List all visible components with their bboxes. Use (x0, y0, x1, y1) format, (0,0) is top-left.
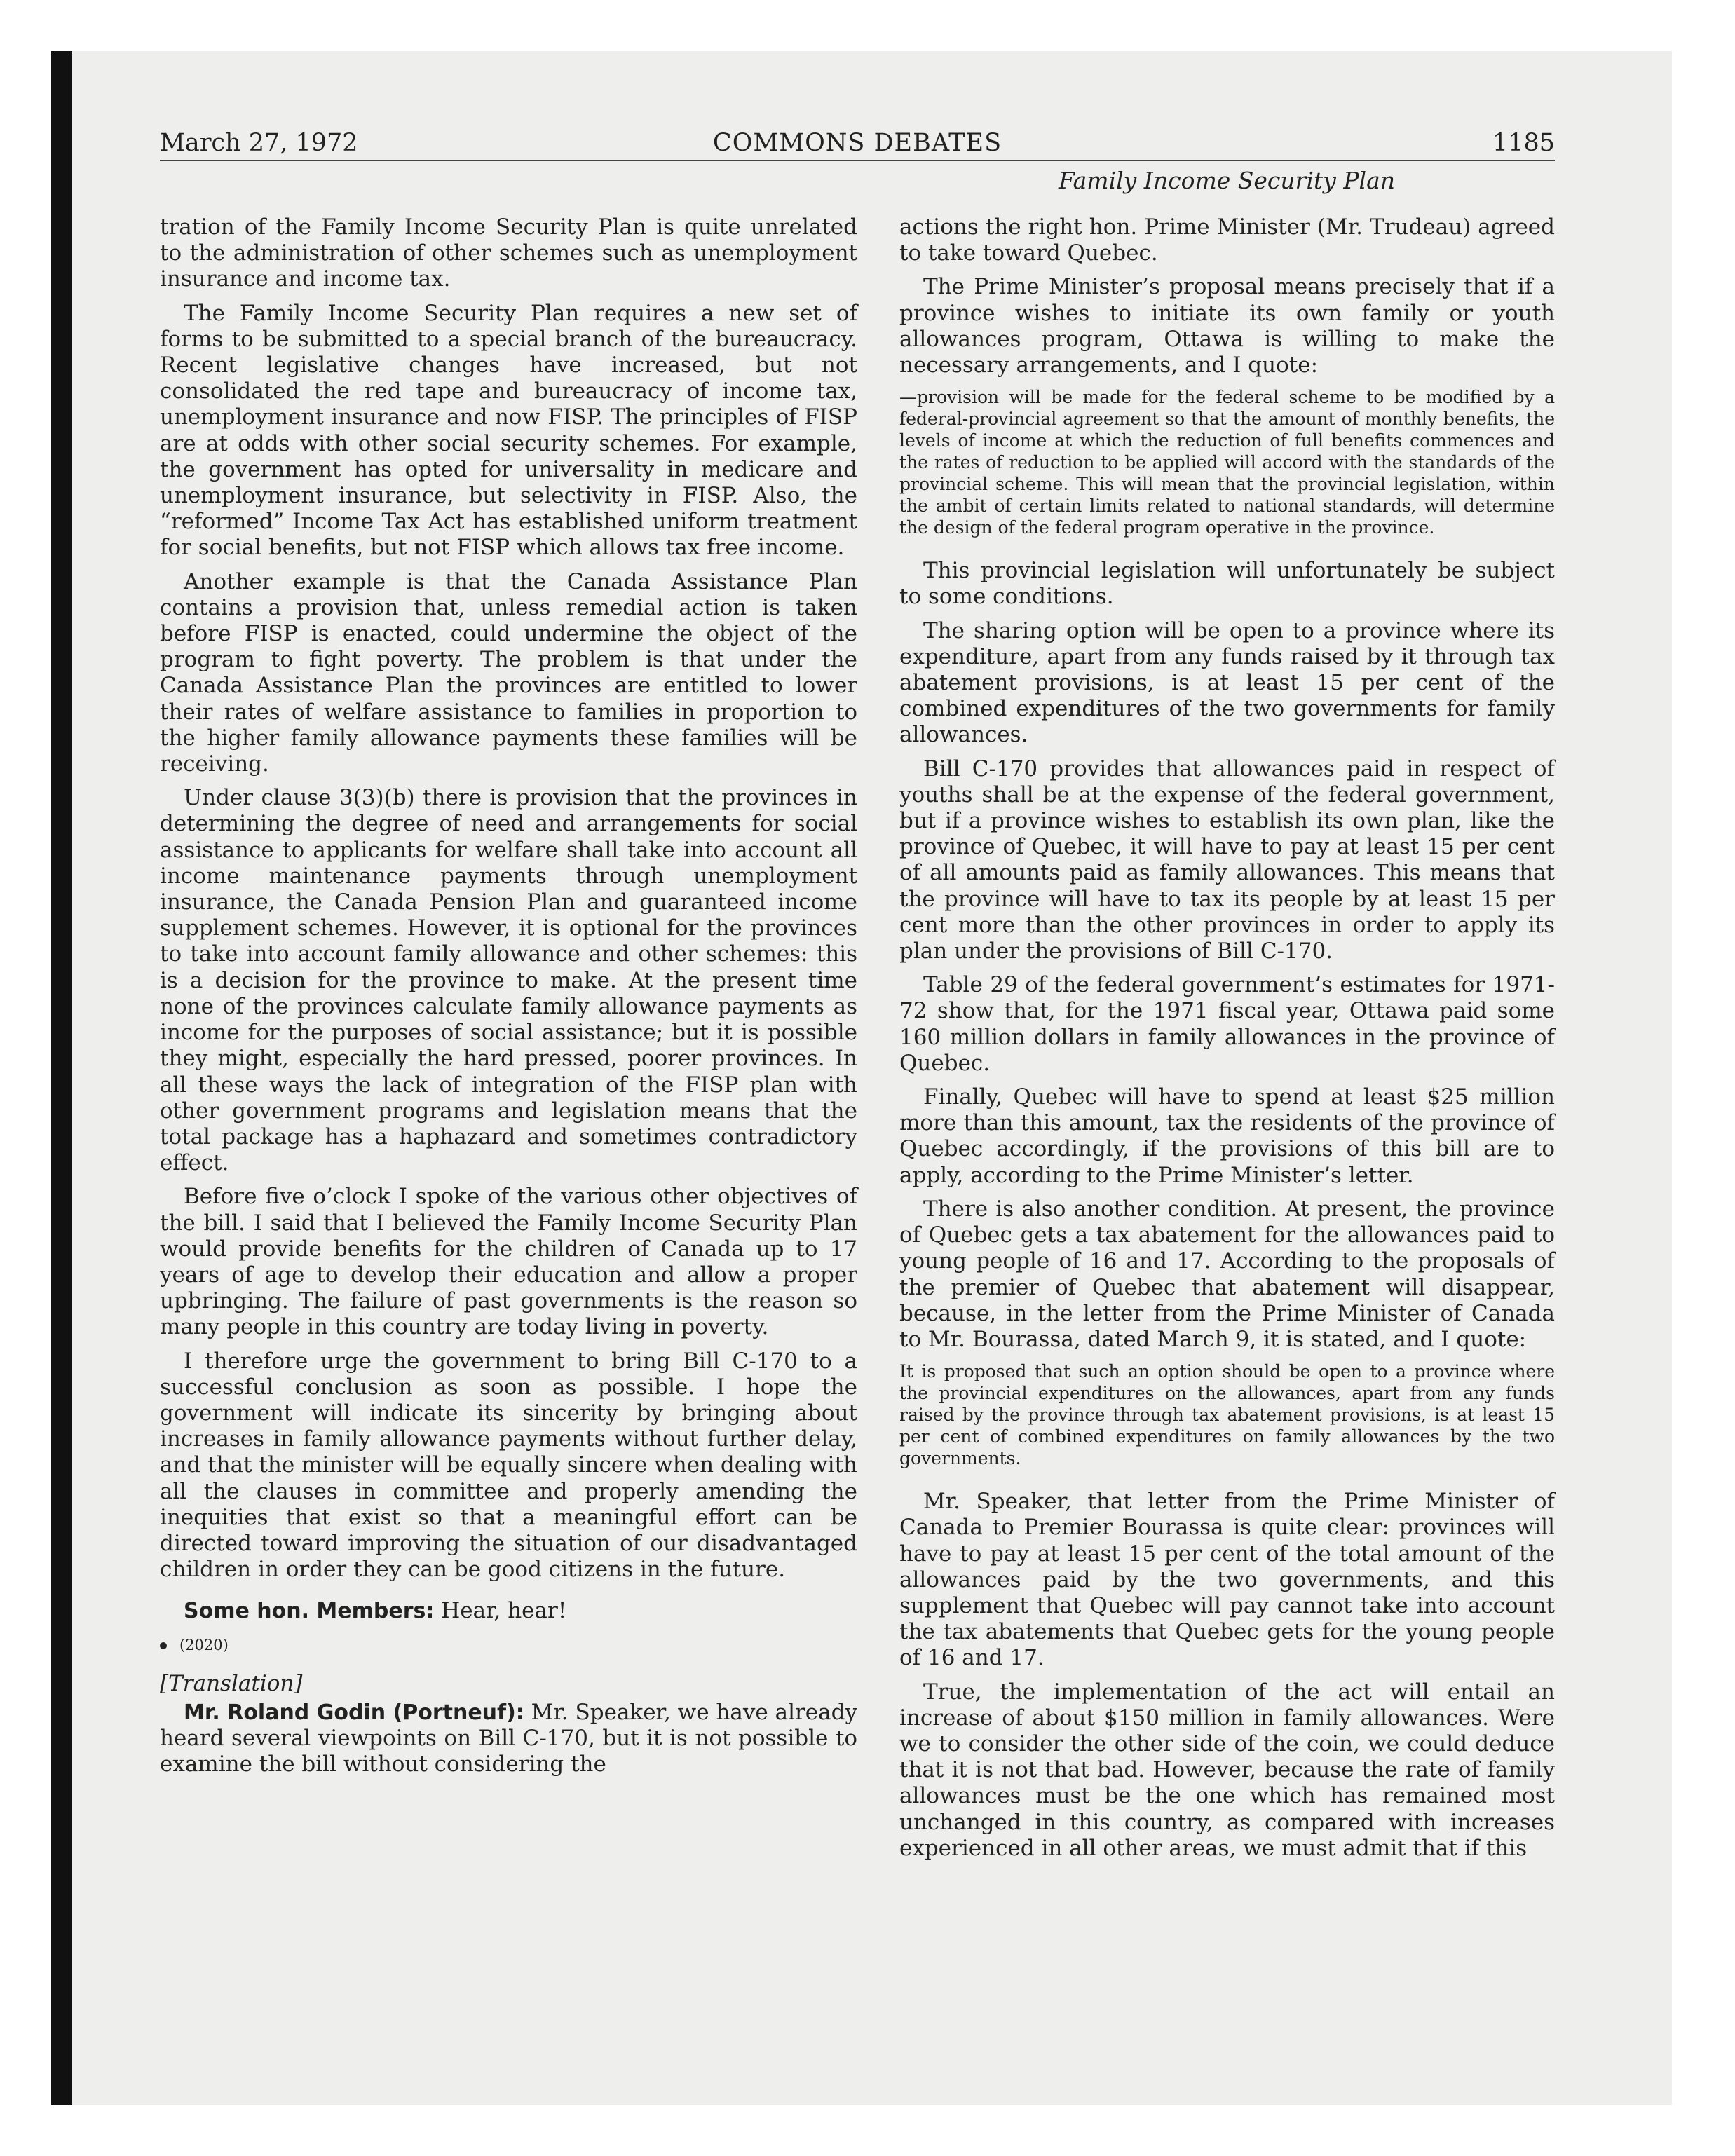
paragraph: Before five o’clock I spoke of the various other objectives of the bill. I said that I believed the Family Income Security Plan would provide benefits for the children of Canada up to 17 years of age to develop their education and allow a proper upbringing. The failure of past governments is the reason so many people in this country are today living in poverty. (160, 1184, 857, 1340)
paragraph: True, the implementation of the act will entail an increase of about $150 million in family allowances. Were we to consider the other side of the coin, we could deduce that it is not that bad. However, because the rate of family allowances must be the one which has remained most unchanged in this country, as compared with increases experienced in all other areas, we must admit that if this (899, 1679, 1555, 1861)
time-marker-text: (2020) (179, 1636, 229, 1653)
paragraph: Table 29 of the federal government’s estimates for 1971-72 show that, for the 1971 fiscal year, Ottawa paid some 160 million dollars in family allowances in the province of Quebec. (899, 972, 1555, 1076)
scan-border (51, 51, 72, 2105)
block-quote: —provision will be made for the federal scheme to be modified by a federal-provincial agreement so that the amount of monthly benefits, the levels of income at which the reduction of full benefits commences and the rates of reduction to be applied will accord with the standards of the provincial scheme. This will mean that the provincial legislation, within the ambit of certain limits related to national standards, will determine the design of the federal program operative in the province. (899, 387, 1555, 538)
right-column (899, 214, 1555, 1869)
left-column (160, 214, 857, 1786)
paragraph: The Prime Minister’s proposal means precisely that if a province wishes to initiate its own family or youth allowances program, Ottawa is willing to make the necessary arrangements, and I quote: (899, 274, 1555, 378)
time-marker (160, 1632, 857, 1658)
speech (160, 1700, 857, 1778)
paragraph: Bill C-170 provides that allowances paid in respect of youths shall be at the expense of the federal government, but if a province wishes to establish its own plan, like the province of Quebec, it will have to pay at least 15 per cent of all amounts paid as family allowances. This means that the province will have to tax its people by at least 15 per cent more than the other provinces in order to apply its plan under the provisions of Bill C-170. (899, 756, 1555, 964)
paragraph: Under clause 3(3)(b) there is provision that the provinces in determining the degree of need and arrangements for social assistance to applicants for welfare shall take into account all income maintenance payments through unemployment insurance, the Canada Pension Plan and guaranteed income supplement schemes. However, it is optional for the provinces to take into account family allowance and other schemes: this is a decision for the province to make. At the present time none of the provinces calculate family allowance payments as income for the purposes of social assistance; but it is possible they might, especially the hard pressed, poorer provinces. In all these ways the lack of integration of the FISP plan with other government programs and legislation means that the total package has a haphazard and sometimes contradictory effect. (160, 785, 857, 1176)
header-title: COMMONS DEBATES (712, 129, 1002, 157)
paragraph: tration of the Family Income Security Plan is quite unrelated to the administration of other schemes such as unemployment insurance and income tax. (160, 214, 857, 292)
speaker-name: Mr. Roland Godin (Portneuf): (184, 1700, 524, 1725)
block-quote: It is proposed that such an option should be open to a province where the provincial expenditures on the allowances, apart from any funds raised by the province through tax abatement provisions, is at least 15 per cent of combined expenditures on family allowances by the two governments. (899, 1361, 1555, 1469)
speech-text: Mr. Speaker, we have already heard several viewpoints on Bill C-170, but it is not possible to examine the bill without considering the (160, 1699, 857, 1778)
paragraph: This provincial legislation will unfortunately be subject to some conditions. (899, 558, 1555, 610)
page-header (160, 126, 1555, 161)
running-head: Family Income Security Plan (1058, 167, 1396, 194)
paragraph: Mr. Speaker, that letter from the Prime Minister of Canada to Premier Bourassa is quite clear: provinces will have to pay at least 15 per cent of the total amount of the allowances paid by the two governments, and this supplement that Quebec will pay cannot take into account the tax abatements that Quebec gets for the young people of 16 and 17. (899, 1489, 1555, 1671)
interjection-speaker: Some hon. Members: (184, 1599, 435, 1624)
header-date: March 27, 1972 (160, 129, 358, 157)
paragraph: There is also another condition. At present, the province of Quebec gets a tax abatement for the allowances paid to young people of 16 and 17. According to the proposals of the premier of Quebec that abatement will disappear, because, in the letter from the Prime Minister of Canada to Mr. Bourassa, dated March 9, it is stated, and I quote: (899, 1196, 1555, 1352)
translation-label: [Translation] (160, 1670, 303, 1696)
interjection (160, 1598, 857, 1624)
paragraph: Finally, Quebec will have to spend at least $25 million more than this amount, tax the residents of the province of Quebec accordingly, if the provisions of this bill are to apply, according to the Prime Minister’s letter. (899, 1084, 1555, 1188)
paragraph: Another example is that the Canada Assistance Plan contains a provision that, unless remedial action is taken before FISP is enacted, could undermine the object of the program to fight poverty. The problem is that under the Canada Assistance Plan the provinces are entitled to lower their rates of welfare assistance to families in proportion to the higher family allowance payments these families will be receiving. (160, 568, 857, 777)
paragraph: The sharing option will be open to a province where its expenditure, apart from any funds raised by it through tax abatement provisions, is at least 15 per cent of the combined expenditures of the two governments for family allowances. (899, 618, 1555, 748)
paragraph: I therefore urge the government to bring Bill C-170 to a successful conclusion as soon as possible. I hope the government will indicate its sincerity by bringing about increases in family allowance payments without further delay, and that the minister will be equally sincere when dealing with all the clauses in committee and properly amending the inequities that exist so that a meaningful effort can be directed toward improving the situation of our disadvantaged children in order they can be good citizens in the future. (160, 1348, 857, 1583)
interjection-text: Hear, hear! (441, 1598, 567, 1624)
paragraph: actions the right hon. Prime Minister (Mr. Trudeau) agreed to take toward Quebec. (899, 214, 1555, 266)
bullet-icon (160, 1642, 167, 1649)
page-number: 1185 (1492, 129, 1555, 157)
paragraph: The Family Income Security Plan requires a new set of forms to be submitted to a special branch of the bureaucracy. Recent legislative changes have increased, but not consolidated the red tape and bureaucracy of income tax, unemployment insurance and now FISP. The principles of FISP are at odds with other social security schemes. For example, the government has opted for universality in medicare and unemployment insurance, but selectivity in FISP. Also, the “reformed” Income Tax Act has established uniform treatment for social benefits, but not FISP which allows tax free income. (160, 300, 857, 561)
